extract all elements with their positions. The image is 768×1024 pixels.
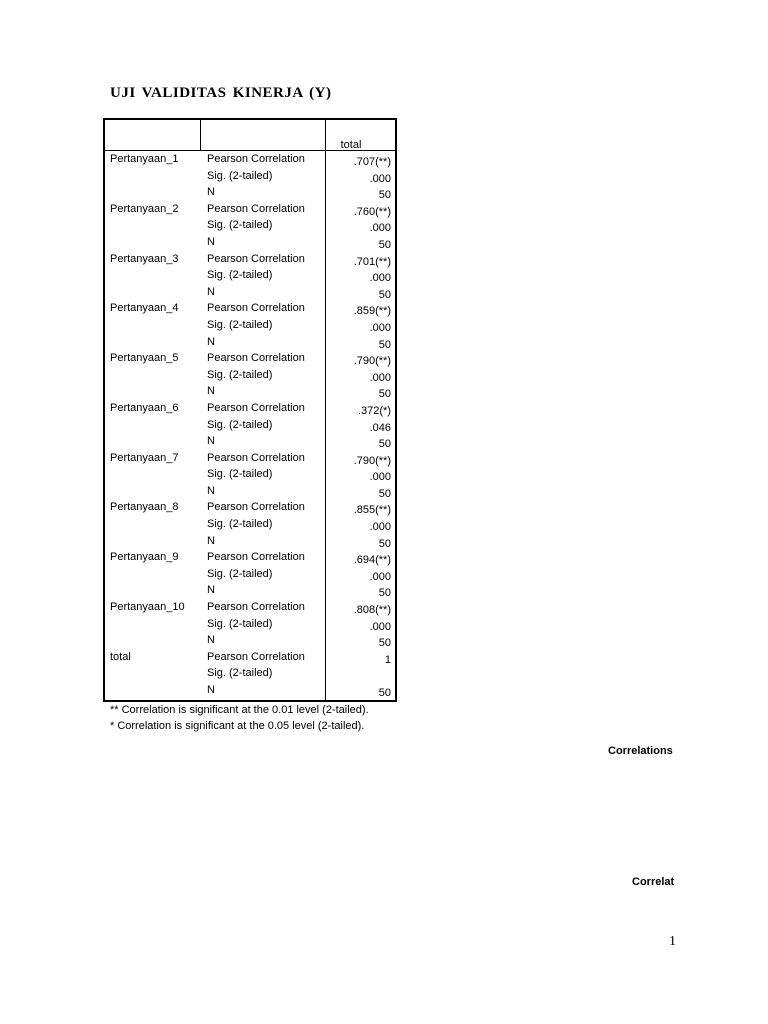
statistic-value: 1 xyxy=(384,653,391,666)
statistic-label: Sig. (2-tailed) xyxy=(207,219,273,232)
statistic-value: .760(**) xyxy=(353,205,391,218)
table-row xyxy=(103,251,397,268)
table-row xyxy=(103,616,397,633)
table-row xyxy=(103,483,397,500)
statistic-value: 50 xyxy=(378,637,391,650)
variable-name: Pertanyaan_5 xyxy=(110,352,179,365)
statistic-label: Pearson Correlation xyxy=(207,601,305,614)
variable-name: total xyxy=(110,650,131,663)
variable-name: Pertanyaan_10 xyxy=(110,601,185,614)
table-row xyxy=(103,533,397,550)
table-row xyxy=(103,649,397,666)
statistic-label: Pearson Correlation xyxy=(207,302,305,315)
statistic-value: 50 xyxy=(378,288,391,301)
statistic-value: 50 xyxy=(378,687,391,699)
statistic-label: N xyxy=(207,484,215,497)
table-row xyxy=(103,184,397,201)
statistic-value: .694(**) xyxy=(353,554,391,567)
table-row xyxy=(103,665,397,682)
statistic-label: Pearson Correlation xyxy=(207,650,305,663)
statistic-label: Pearson Correlation xyxy=(207,153,305,165)
table-row xyxy=(103,433,397,450)
statistic-value: .000 xyxy=(369,620,391,633)
statistic-label: Pearson Correlation xyxy=(207,202,305,215)
statistic-value: .000 xyxy=(369,272,391,285)
statistic-label: Sig. (2-tailed) xyxy=(207,418,273,431)
statistic-label: Pearson Correlation xyxy=(207,401,305,414)
statistic-value: 50 xyxy=(378,537,391,550)
footnote-2: * Correlation is significant at the 0.05 level (2-tailed). xyxy=(110,719,365,732)
correlations-label: Correlations xyxy=(608,745,673,757)
statistic-value: .046 xyxy=(369,421,391,434)
statistic-value: 50 xyxy=(378,388,391,401)
statistic-label: Sig. (2-tailed) xyxy=(207,318,273,331)
table-row xyxy=(103,566,397,583)
variable-name: Pertanyaan_9 xyxy=(110,551,179,564)
statistic-label: Pearson Correlation xyxy=(207,451,305,464)
table-row xyxy=(103,549,397,566)
statistic-value: .000 xyxy=(369,521,391,534)
column-header-total: total xyxy=(340,139,362,151)
statistic-label: Sig. (2-tailed) xyxy=(207,567,273,580)
table-row xyxy=(103,400,397,417)
statistic-value: .808(**) xyxy=(353,604,391,617)
table-row xyxy=(103,682,397,699)
statistic-label: Sig. (2-tailed) xyxy=(207,667,273,680)
statistic-label: Sig. (2-tailed) xyxy=(207,169,273,182)
page-number: 1 xyxy=(669,934,676,949)
table-row xyxy=(103,466,397,483)
statistic-value: .790(**) xyxy=(353,355,391,368)
statistic-value: 50 xyxy=(378,438,391,451)
table-row xyxy=(103,151,397,168)
statistic-value: .372(*) xyxy=(357,404,391,417)
statistic-value: 50 xyxy=(378,487,391,500)
variable-name: Pertanyaan_3 xyxy=(110,252,179,265)
statistic-label: N xyxy=(207,235,215,248)
correlations-label-truncated: Correlat xyxy=(632,876,675,888)
statistic-label: N xyxy=(207,435,215,448)
table-row xyxy=(103,350,397,367)
table-row xyxy=(103,201,397,218)
statistic-label: N xyxy=(207,534,215,547)
variable-name: Pertanyaan_2 xyxy=(110,202,179,215)
statistic-value: .000 xyxy=(369,321,391,334)
statistic-value: .000 xyxy=(369,222,391,235)
variable-name: Pertanyaan_1 xyxy=(110,153,179,165)
variable-name: Pertanyaan_4 xyxy=(110,302,179,315)
statistic-label: Sig. (2-tailed) xyxy=(207,468,273,481)
statistic-label: Pearson Correlation xyxy=(207,501,305,514)
table-row xyxy=(103,168,397,185)
statistic-value: 50 xyxy=(378,587,391,600)
table-row xyxy=(103,632,397,649)
statistic-label: Pearson Correlation xyxy=(207,352,305,365)
footnotes xyxy=(110,703,369,734)
footnote-1: ** Correlation is significant at the 0.01 level (2-tailed). xyxy=(110,704,369,716)
statistic-value: .000 xyxy=(369,471,391,484)
statistic-label: Pearson Correlation xyxy=(207,551,305,564)
table-row xyxy=(103,516,397,533)
statistic-value: .000 xyxy=(369,570,391,583)
statistic-label: N xyxy=(207,684,215,696)
header-column-divider xyxy=(200,118,201,150)
statistic-value: .859(**) xyxy=(353,305,391,318)
statistic-value: .707(**) xyxy=(353,156,391,168)
table-row xyxy=(103,450,397,467)
variable-name: Pertanyaan_8 xyxy=(110,501,179,514)
statistic-label: Pearson Correlation xyxy=(207,252,305,265)
table-row xyxy=(103,317,397,334)
table-row xyxy=(103,267,397,284)
variable-name: Pertanyaan_6 xyxy=(110,401,179,414)
table-body xyxy=(103,151,397,699)
statistic-value: .701(**) xyxy=(353,255,391,268)
statistic-label: N xyxy=(207,385,215,398)
statistic-label: N xyxy=(207,285,215,298)
correlation-table xyxy=(103,118,397,702)
statistic-label: N xyxy=(207,186,215,199)
statistic-value: .000 xyxy=(369,172,391,185)
statistic-value: .000 xyxy=(369,371,391,384)
statistic-value: 50 xyxy=(378,238,391,251)
statistic-value: 50 xyxy=(378,189,391,202)
statistic-label: N xyxy=(207,634,215,647)
table-row xyxy=(103,417,397,434)
table-row xyxy=(103,367,397,384)
variable-name: Pertanyaan_7 xyxy=(110,451,179,464)
statistic-label: Sig. (2-tailed) xyxy=(207,368,273,381)
statistic-label: N xyxy=(207,584,215,597)
statistic-label: Sig. (2-tailed) xyxy=(207,617,273,630)
statistic-value: .855(**) xyxy=(353,504,391,517)
statistic-value: .790(**) xyxy=(353,454,391,467)
table-row xyxy=(103,383,397,400)
table-row xyxy=(103,300,397,317)
table-row xyxy=(103,582,397,599)
statistic-label: Sig. (2-tailed) xyxy=(207,518,273,531)
table-row xyxy=(103,599,397,616)
table-row xyxy=(103,234,397,251)
table-row xyxy=(103,284,397,301)
statistic-value: 50 xyxy=(378,338,391,351)
statistic-label: Sig. (2-tailed) xyxy=(207,269,273,282)
table-row xyxy=(103,499,397,516)
table-row xyxy=(103,217,397,234)
table-row xyxy=(103,334,397,351)
statistic-label: N xyxy=(207,335,215,348)
document-title: UJI VALIDITAS KINERJA (Y) xyxy=(110,85,332,101)
